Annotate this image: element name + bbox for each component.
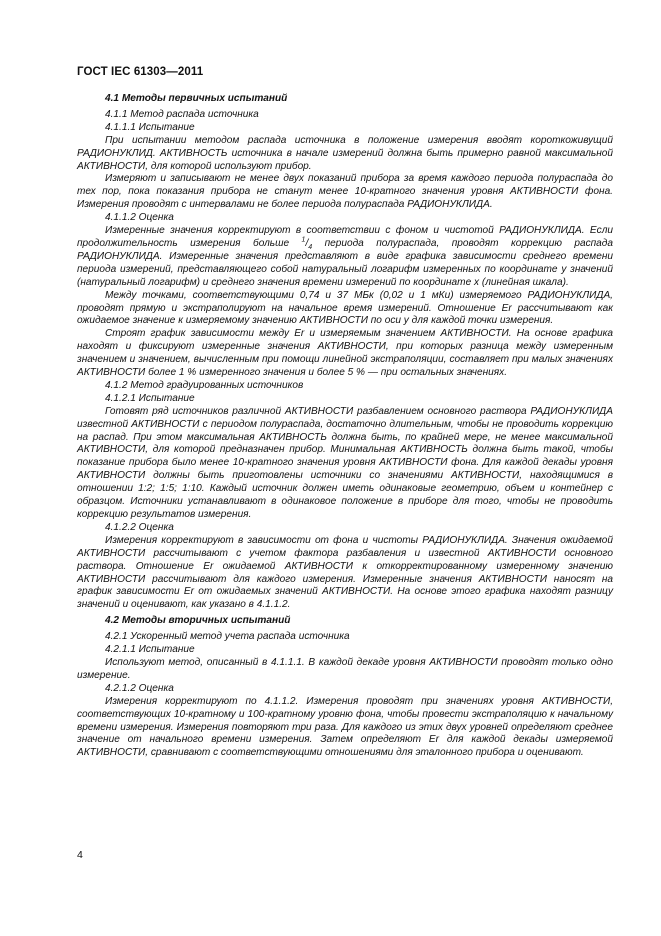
fraction-numerator: 1 <box>301 236 306 244</box>
paragraph-part: Измеренные значения корректируют в соответствии с фоном и чистотой РАДИОНУКЛИДА. Если продолжительность измерения больше <box>77 225 613 249</box>
section-4-1-heading: 4.1 Методы первичных испытаний <box>105 93 288 104</box>
paragraph: Готовят ряд источников различной АКТИВНОСТИ разбавлением основного раствора РАДИОНУКЛИДА известной АКТИВНОСТИ с периодом полураспада, достаточно длительным, чтобы не проводить коррекцию на распад. При этом максимальная АКТИВНОСТЬ должна быть, по крайней мере, не менее максимальной АКТИВНОСТИ, для которой предназначен прибор. Минимальная АКТИВНОСТЬ должна быть такой, чтобы показание прибора было менее 10-кратного значения уровня АКТИВНОСТИ фона. Для каждой декады уровня АКТИВНОСТИ должны быть приготовлены источники со значениями АКТИВНОСТИ, находящимися в отношении 1:2; 1:5; 1:10. Каждый источник должен иметь одинаковые геометрию, объем и контейнер с образцом. Источники устанавливают в одинаковое положение в приборе для того, чтобы не проводить коррекцию результатов измерения. <box>77 405 613 520</box>
paragraph: Строят график зависимости между Er и измеряемым значением АКТИВНОСТИ. На основе графика находят и фиксируют измеренные значения АКТИВНОСТИ, при которых разница между измеренным значением и значением, вычисленным при помощи линейной экстраполяции, составляет при малых значениях АКТИВНОСТИ более 1 % измеренного значения и более 5 % — при остальных значениях. <box>77 328 613 379</box>
paragraph: При испытании методом распада источника в положение измерения вводят короткоживущий РАДИОНУКЛИД. АКТИВНОСТЬ источника в начале измерений должна быть примерно равной максимальной АКТИВНОСТИ, для которой используют прибор. <box>77 134 613 172</box>
subsection-4-2-1-1: 4.2.1.1 Испытание <box>105 644 195 656</box>
paragraph: Измеренные значения корректируют в соответствии с фоном и чистотой РАДИОНУКЛИДА. Если продолжительность измерения больше $^1/_4$ периода полураспада, проводят коррекцию распада РАДИОНУКЛИДА. Измеренные значения представляют в виде графика зависимости среднего времени периода измерений, представляющего собой натуральный логарифм измеренных по координате y значений (натуральный логарифм) и среднего значения времени измерений по координате x (линейная шкала). <box>77 225 613 288</box>
paragraph: Между точками, соответствующими 0,74 и 37 МБк (0,02 и 1 мКи) измеряемого РАДИОНУКЛИДА, проводят прямую и экстраполируют на начальное время измерений. Отношение Er рассчитывают как ожидаемое значение к измеряемому значению АКТИВНОСТИ по оси y для каждой точки измерения. <box>77 289 613 327</box>
fraction-denominator: 4 <box>308 243 313 251</box>
subsection-4-1-1-2: 4.1.1.2 Оценка <box>105 212 174 224</box>
subsection-4-2-1-2: 4.2.1.2 Оценка <box>105 682 174 694</box>
paragraph: Измерения корректируют по 4.1.1.2. Измерения проводят при значениях уровня АКТИВНОСТИ, соответствующих 10-кратному и 100-кратному уровню фона, чтобы провести экстраполяцию к начальному времени измерения. Измерения повторяют три раза. Для каждого из этих двух уровней определяют среднее значение от начального времени измерения. Затем определяют Er для каждой декады измеряемой АКТИВНОСТИ, сравнивают с соответствующими отношениями для эталонного прибора и оценивают. <box>77 695 613 759</box>
subsection-4-1-1-1: 4.1.1.1 Испытание <box>105 121 195 133</box>
page-number: 4 <box>77 849 83 861</box>
subsection-4-1-2: 4.1.2 Метод градуированных источников <box>105 379 304 391</box>
paragraph: Измерения корректируют в зависимости от фона и чистоты РАДИОНУКЛИДА. Значения ожидаемой АКТИВНОСТИ рассчитывают с учетом фактора разбавления и известной АКТИВНОСТИ основного раствора. Отношение Er ожидаемой АКТИВНОСТИ к откорректированному измеренному значению АКТИВНОСТИ рассчитывают для каждого измерения. Измеренные значения АКТИВНОСТИ наносят на график зависимости Er от ожидаемых значений АКТИВНОСТИ. На основе этого графика находят разницу значений и оценивают, как указано в 4.1.1.2. <box>77 534 613 611</box>
subsection-4-1-2-1: 4.1.2.1 Испытание <box>105 392 195 404</box>
paragraph: Измеряют и записывают не менее двух показаний прибора за время каждого периода полураспада до тех пор, пока показания прибора не станут менее 10-кратного значения уровня АКТИВНОСТИ фона. Измерения проводят с интервалами не более периода полураспада РАДИОНУКЛИДА. <box>77 173 613 211</box>
subsection-4-1-2-2: 4.1.2.2 Оценка <box>105 521 174 533</box>
section-4-2-heading: 4.2 Методы вторичных испытаний <box>105 615 291 627</box>
document-body <box>77 93 613 760</box>
subsection-4-1-1: 4.1.1 Метод распада источника <box>105 108 259 120</box>
document-header: ГОСТ IEC 61303—2011 <box>77 66 204 78</box>
paragraph: Используют метод, описанный в 4.1.1.1. В каждой декаде уровня АКТИВНОСТИ проводят только одно измерение. <box>77 656 613 681</box>
paragraph-part: периода полураспада, проводят коррекцию распада РАДИОНУКЛИДА. Измеренные значения представляют в виде графика зависимости среднего времени периода измерений, представляющего собой натуральный логарифм измеренных по координате y значений (натуральный логарифм) и среднего значения времени измерений по координате x (линейная шкала). <box>77 237 613 288</box>
subsection-4-2-1: 4.2.1 Ускоренный метод учета распада источника <box>105 631 350 643</box>
